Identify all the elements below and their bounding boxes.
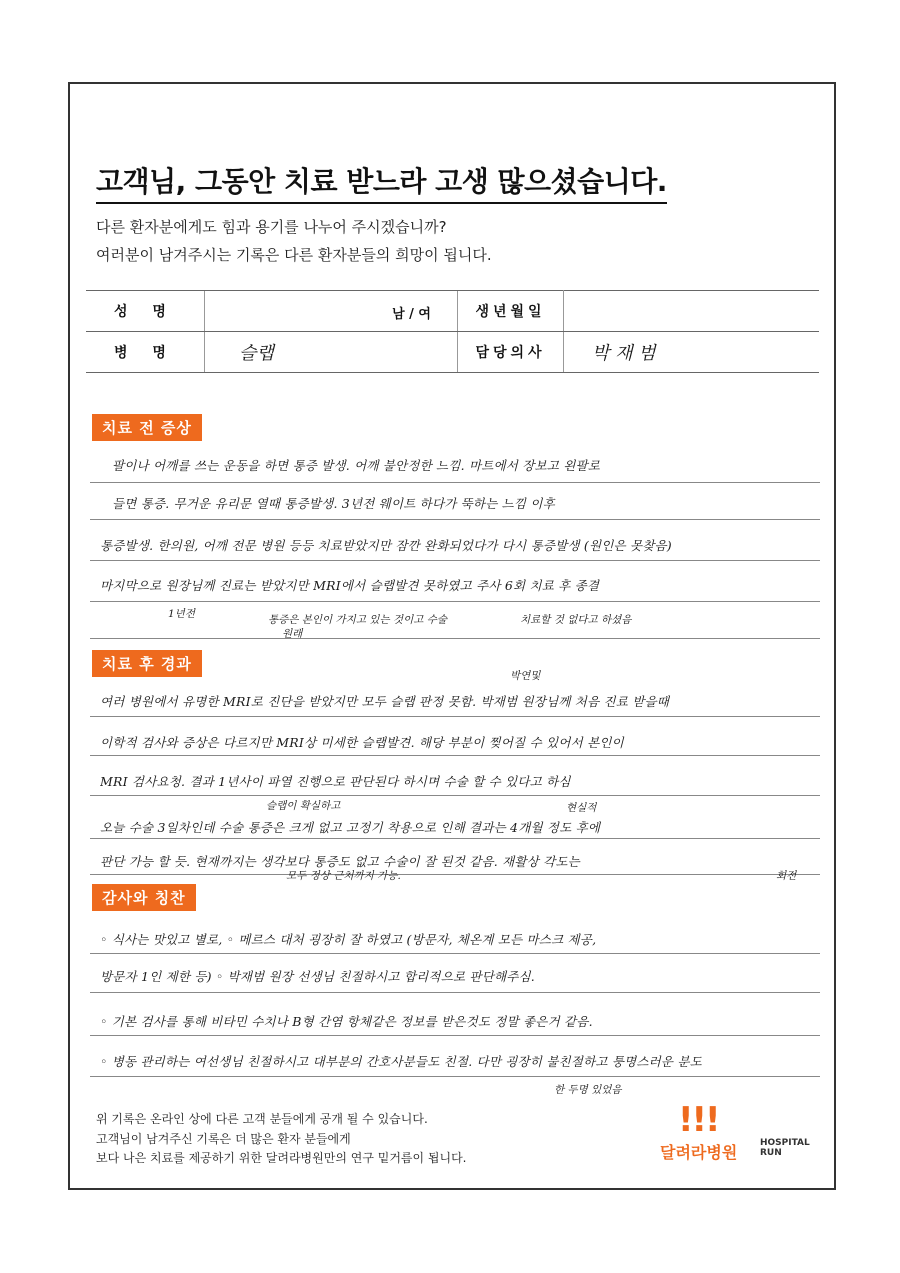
ruled-line xyxy=(90,638,820,639)
footer-line-2: 고객님이 남겨주신 기록은 더 많은 환자 분들에게 xyxy=(96,1132,351,1146)
section-label-after: 치료 후 경과 xyxy=(92,650,202,677)
after-note-5: 회전 xyxy=(776,870,797,882)
before-note-4: 치료할 것 없다고 하셨음 xyxy=(520,614,632,626)
after-text-line-3: MRI 검사요청. 결과 1년사이 파열 진행으로 판단된다 하시며 수술 할 수 있다고 하심 xyxy=(100,774,571,789)
form-title: 고객님, 그동안 치료 받느라 고생 많으셨습니다. xyxy=(96,160,667,204)
ruled-line xyxy=(90,1076,820,1077)
ruled-line xyxy=(90,1035,820,1036)
ruled-line xyxy=(90,601,820,602)
ruled-line xyxy=(90,755,820,756)
before-note-1: 1년전 xyxy=(168,608,195,620)
thanks-text-line-4: ◦ 병동 관리하는 여선생님 친절하시고 대부분의 간호사분들도 친절. 다만 굉장히 불친절하고 퉁명스러운 분도 xyxy=(100,1054,702,1069)
name-field[interactable] xyxy=(205,291,458,332)
footer-line-1: 위 기록은 온라인 상에 다른 고객 분들에게 공개 될 수 있습니다. xyxy=(96,1112,428,1126)
ruled-line xyxy=(90,482,820,483)
form-subtitle-1: 다른 환자분에게도 힘과 용기를 나누어 주시겠습니까? xyxy=(96,218,447,236)
section-label-before: 치료 전 증상 xyxy=(92,414,202,441)
birth-field[interactable] xyxy=(564,291,820,332)
before-text-line-4: 마지막으로 원장님께 진료는 받았지만 MRI에서 슬랩발견 못하였고 주사 6회 치료 후 종결 xyxy=(100,578,600,593)
thanks-text-line-1: ◦ 식사는 맛있고 별로, ◦ 메르스 대처 굉장히 잘 하였고 (방문자, 체온계 모든 마스크 제공, xyxy=(100,932,597,947)
doctor-label: 담당의사 xyxy=(458,332,564,373)
logo-name-en xyxy=(760,1138,810,1158)
before-note-2: 통증은 본인이 가지고 있는 것이고 수술 xyxy=(268,614,447,626)
after-text-line-4: 오늘 수술 3일차인데 수술 통증은 크게 없고 고정기 착용으로 인해 결과는 4개월 정도 후에 xyxy=(100,820,601,835)
after-text-line-2: 이학적 검사와 증상은 다르지만 MRI상 미세한 슬랩발견. 해당 부분이 찢어질 수 있어서 본인이 xyxy=(100,735,624,750)
logo-marks: !!! xyxy=(678,1100,719,1140)
disease-label: 병 명 xyxy=(86,332,205,373)
table-row xyxy=(86,332,819,373)
logo-name-ko: 달려라병원 xyxy=(660,1143,738,1162)
before-text-line-3: 통증발생. 한의원, 어깨 전문 병원 등등 치료받았지만 잠깐 완화되었다가 다시 통증발생 (원인은 못찾음) xyxy=(100,538,672,553)
before-text-line-1: 팔이나 어깨를 쓰는 운동을 하면 통증 발생. 어깨 불안정한 느낌. 마트에서 장보고 왼팔로 xyxy=(112,458,601,473)
before-text-line-2: 들면 통증. 무거운 유리문 열때 통증발생. 3년전 웨이트 하다가 뚝하는 느낌 이후 xyxy=(112,496,555,511)
patient-info-table xyxy=(86,290,819,373)
after-text-line-1: 여러 병원에서 유명한 MRI로 진단을 받았지만 모두 슬랩 판정 못함. 박재범 원장님께 처음 진료 받을때 xyxy=(100,694,670,709)
ruled-line xyxy=(90,795,820,796)
logo-name-en-1: HOSPITAL xyxy=(760,1138,810,1148)
after-text-line-5: 판단 가능 할 듯. 현재까지는 생각보다 통증도 없고 수술이 잘 된것 같음. 재활상 각도는 xyxy=(100,854,580,869)
table-row xyxy=(86,291,819,332)
before-note-3: 원래 xyxy=(282,628,303,640)
after-note-3: 현실적 xyxy=(566,802,597,814)
ruled-line xyxy=(90,560,820,561)
after-note-2: 슬랩이 확실하고 xyxy=(266,800,341,812)
ruled-line xyxy=(90,992,820,993)
disease-value: 슬랩 xyxy=(239,343,274,364)
after-note-4: 모두 정상 근처까지 가능. xyxy=(286,870,401,882)
footer-line-3: 보다 나은 치료를 제공하기 위한 달려라병원만의 연구 밑거름이 됩니다. xyxy=(96,1151,467,1165)
logo-name-en-2: RUN xyxy=(760,1148,782,1158)
disease-field[interactable] xyxy=(205,332,458,373)
section-label-thanks: 감사와 칭찬 xyxy=(92,884,196,911)
ruled-line xyxy=(90,953,820,954)
after-note-1: 박연및 xyxy=(510,670,541,682)
form-subtitle-2: 여러분이 남겨주시는 기록은 다른 환자분들의 희망이 됩니다. xyxy=(96,246,492,264)
name-label: 성 명 xyxy=(86,291,205,332)
ruled-line xyxy=(90,838,820,839)
ruled-line xyxy=(90,874,820,875)
doctor-field[interactable] xyxy=(564,332,820,373)
ruled-line xyxy=(90,519,820,520)
gender-label: 남 / 여 xyxy=(392,307,431,322)
birth-label: 생년월일 xyxy=(458,291,564,332)
doctor-value: 박 재 범 xyxy=(592,343,656,364)
thanks-note-1: 한 두명 있었음 xyxy=(554,1084,622,1096)
ruled-line xyxy=(90,716,820,717)
thanks-text-line-2: 방문자 1인 제한 등) ◦ 박재범 원장 선생님 친절하시고 합리적으로 판단해주심. xyxy=(100,969,535,984)
thanks-text-line-3: ◦ 기본 검사를 통해 비타민 수치나 B형 간염 항체같은 정보를 받은것도 정말 좋은거 같음. xyxy=(100,1014,593,1029)
hospital-logo xyxy=(660,1100,820,1166)
